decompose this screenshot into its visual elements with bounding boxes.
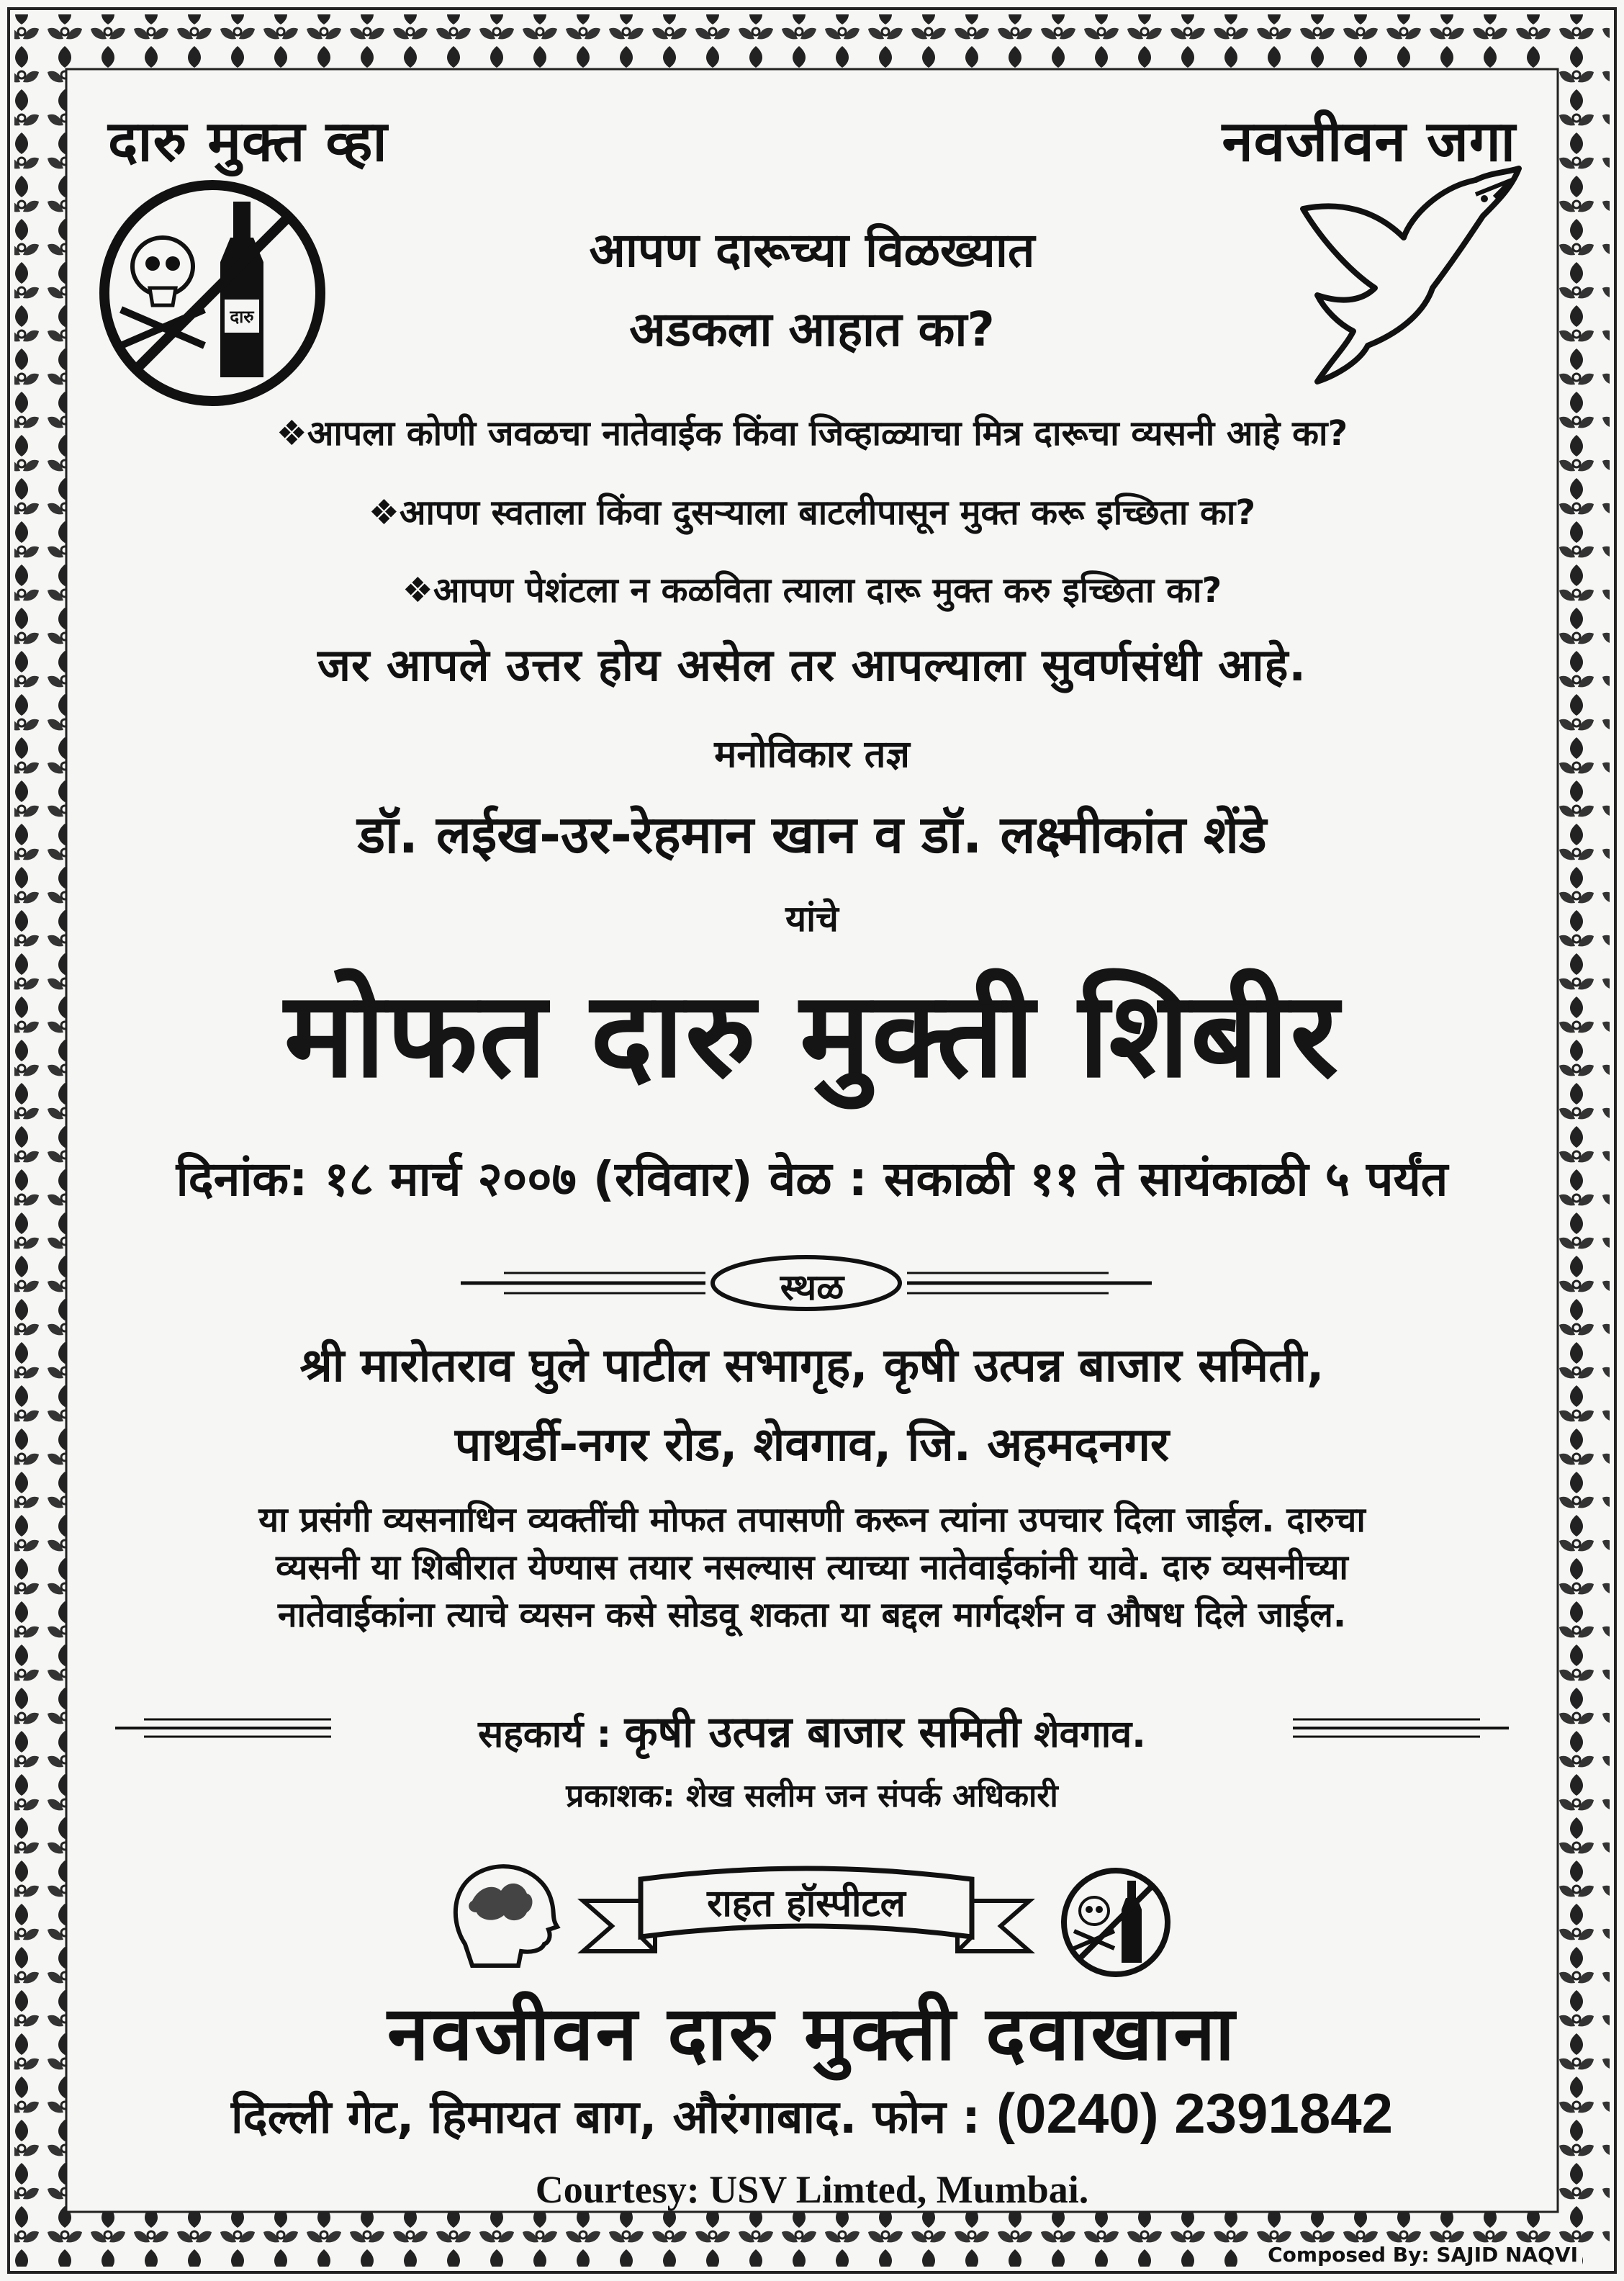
dove-icon [1296, 166, 1533, 396]
paragraph-line-3: नातेवाईकांना त्याचे व्यसन कसे सोडवू शकता या बद्दल मार्गदर्शन व औषध दिले जाईल. [277, 1595, 1347, 1635]
cooperation-line [0, 1701, 1624, 1760]
address-text: दिल्ली गेट, हिमायत बाग, औरंगाबाद. फोन : [231, 2091, 980, 2144]
bullet-1: ❖आपला कोणी जवळचा नातेवाईक किंवा जिव्हाळ्याचा मित्र दारूचा व्यसनी आहे का? [276, 413, 1348, 454]
small-no-alcohol-icon [1058, 1865, 1173, 1980]
composed-by: Composed By: SAJID NAQVI [1263, 2243, 1582, 2267]
info-paragraph [0, 1496, 1624, 1639]
yanche-text: यांचे [785, 898, 839, 940]
address-line [0, 2081, 1624, 2146]
main-headline: मोफत दारु मुक्ती शिबीर [284, 966, 1340, 1104]
date-time-line: दिनांक: १८ मार्च २००७ (रविवार) वेळ : सकाळी ११ ते सायंकाळी ५ पर्यंत [176, 1151, 1448, 1207]
cooperation-org: कृषी उत्पन्न बाजार समिती [624, 1707, 1021, 1758]
right-slogan: नवजीवन जगा [1222, 109, 1516, 174]
question-line-1: आपण दारूच्या विळख्यात [589, 222, 1035, 278]
cooperation-label: सहकार्य : [478, 1713, 612, 1756]
human-head-icon [443, 1858, 566, 1973]
specialist-title: मनोविकार तज्ञ [714, 733, 910, 776]
venue-line-1: श्री मारोतराव घुले पाटील सभागृह, कृषी उत्पन्न बाजार समिती, [299, 1339, 1325, 1393]
phone-number: (0240) 2391842 [996, 2082, 1393, 2145]
bullet-3: ❖आपण पेशंटला न कळविता त्याला दारू मुक्त करु इच्छिता का? [402, 570, 1222, 611]
paragraph-line-1: या प्रसंगी व्यसनाधिन व्यक्तींची मोफत तपासणी करून त्यांना उपचार दिला जाईल. दारुचा [258, 1500, 1366, 1540]
opportunity-line: जर आपले उत्तर होय असेल तर आपल्याला सुवर्णसंधी आहे. [317, 639, 1307, 691]
paragraph-line-2: व्यसनी या शिबीरात येण्यास तयार नसल्यास त्याच्या नातेवाईकांनी यावे. दारु व्यसनीच्या [276, 1547, 1348, 1588]
clinic-name: नवजीवन दारु मुक्ती दवाखाना [387, 1989, 1237, 2077]
question-line-2: अडकला आहात का? [629, 302, 995, 357]
bullet-2: ❖आपण स्वताला किंवा दुसऱ्याला बाटलीपासून मुक्त करू इच्छिता का? [368, 492, 1256, 533]
venue-label: स्थळ [780, 1267, 844, 1308]
left-slogan: दारु मुक्त व्हा [108, 109, 388, 174]
svg-text:दारु: दारु [230, 307, 254, 327]
doctors-names: डॉ. लईख-उर-रेहमान खान व डॉ. लक्ष्मीकांत शेंडे [357, 804, 1267, 865]
publisher-line: प्रकाशक: शेख सलीम जन संपर्क अधिकारी [566, 1778, 1058, 1814]
courtesy-line: Courtesy: USV Limted, Mumbai. [535, 2168, 1089, 2211]
no-alcohol-sign-icon [92, 173, 333, 413]
hospital-banner-text: राहत हॉस्पीटल [707, 1882, 906, 1925]
cooperation-place: शेवगाव. [1034, 1713, 1146, 1756]
venue-line-2: पाथर्डी-नगर रोड, शेवगाव, जि. अहमदनगर [454, 1418, 1170, 1472]
